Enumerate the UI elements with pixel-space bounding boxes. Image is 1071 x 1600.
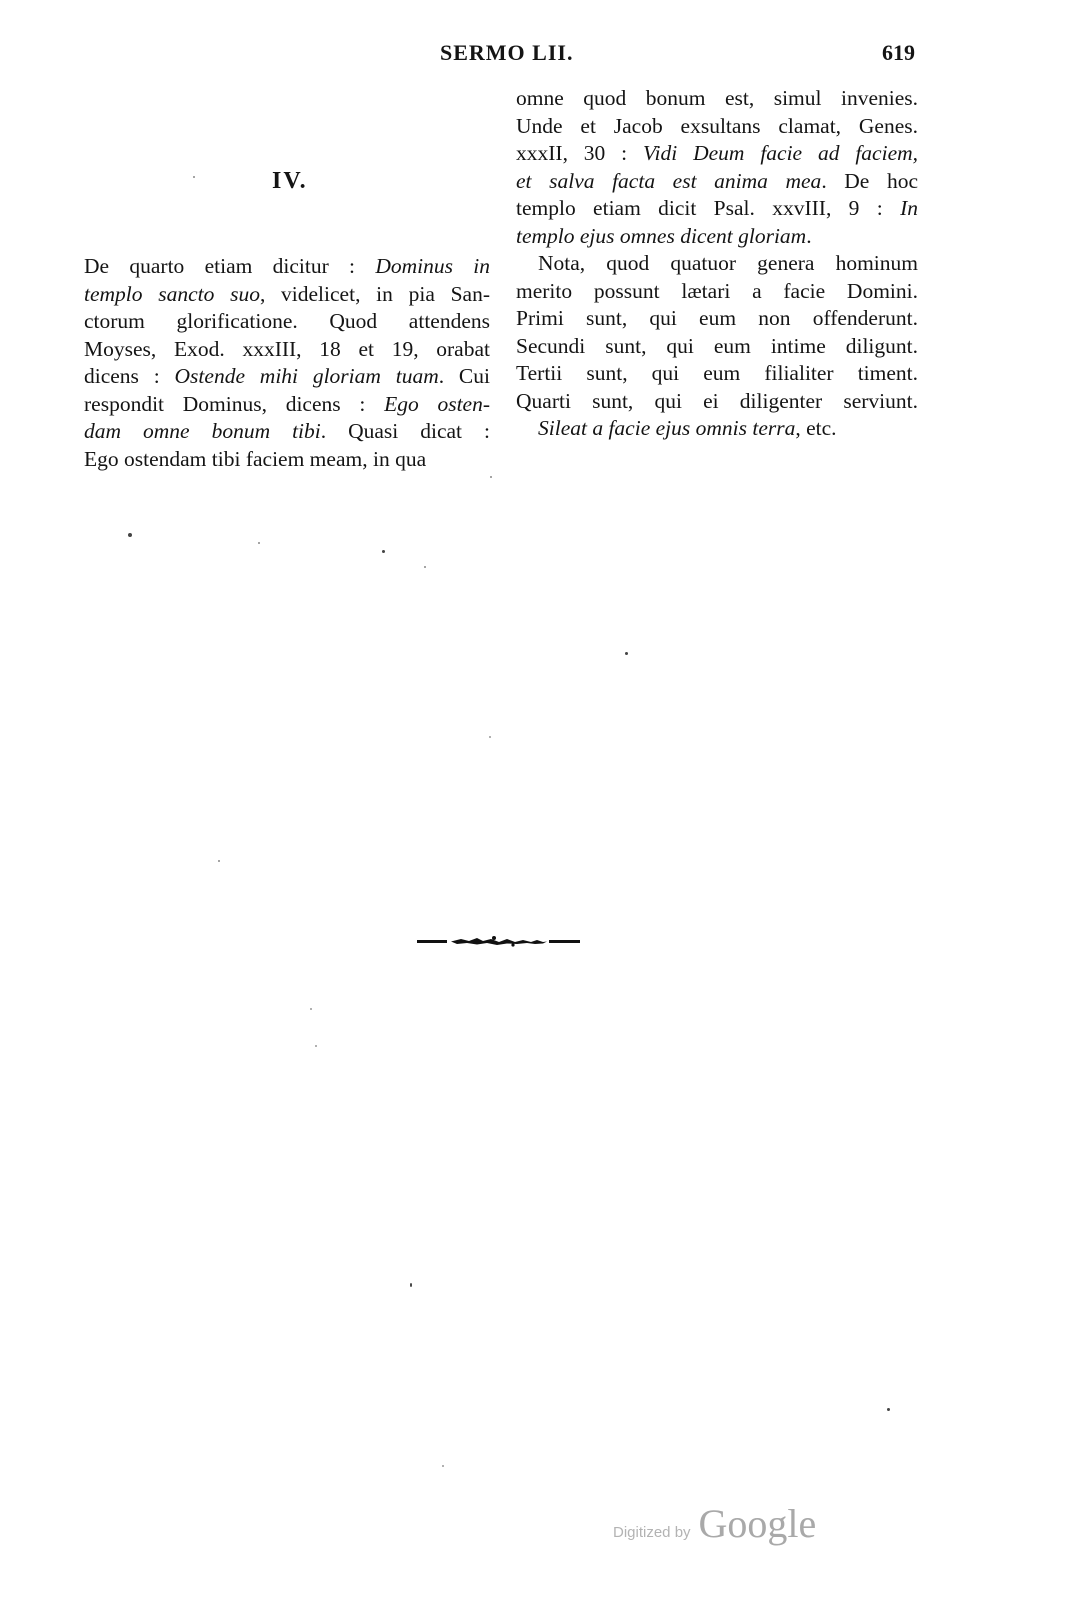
text-segment: Moyses, Exod. xxxIII, 18 et 19, orabat — [84, 336, 490, 361]
left-column-text — [84, 253, 490, 473]
speck — [310, 1008, 312, 1010]
text-line — [84, 281, 490, 309]
italic-quote: Vidi Deum facie ad faciem, — [643, 141, 919, 165]
text-line — [84, 446, 490, 474]
text-segment: , videlicet, in pia San- — [259, 281, 490, 306]
text-line — [516, 360, 918, 388]
text-segment: . — [806, 223, 812, 248]
text-segment: . Quasi dicat : — [320, 419, 490, 443]
text-segment: templo etiam dicit Psal. xxvIII, 9 : — [516, 196, 901, 220]
text-line — [84, 418, 490, 446]
text-line — [516, 195, 918, 223]
page-number: 619 — [882, 40, 915, 65]
text-segment: omne quod bonum est, simul invenies. — [516, 86, 918, 110]
text-segment: dicens : — [84, 364, 175, 388]
text-line — [516, 168, 918, 196]
italic-quote: In — [900, 196, 918, 220]
speck — [193, 176, 195, 178]
text-line — [84, 391, 490, 419]
italic-quote: templo sancto suo — [84, 281, 260, 306]
running-head: SERMO LII. — [440, 40, 574, 65]
speck — [887, 1408, 890, 1411]
text-line — [516, 223, 918, 251]
text-segment: Primi sunt, qui eum non offenderunt. — [516, 306, 918, 330]
text-segment: Quarti sunt, qui ei diligenter serviunt. — [516, 388, 918, 413]
speck — [442, 1465, 444, 1467]
text-segment: xxxII, 30 : — [516, 141, 644, 165]
italic-quote: Ostende mihi gloriam tuam — [174, 364, 439, 388]
text-segment: merito possunt lætari a facie Domini. — [516, 278, 918, 303]
speck — [382, 550, 385, 553]
text-line — [84, 336, 490, 364]
text-segment: Tertii sunt, qui eum filialiter timent. — [516, 361, 918, 385]
text-segment: Secundi sunt, qui eum intime diligunt. — [516, 333, 918, 358]
text-segment: Ego ostendam tibi faciem meam, in qua — [84, 446, 427, 471]
speck — [315, 1045, 317, 1047]
text-line — [516, 250, 918, 278]
italic-quote: Sileat a facie ejus omnis terra — [538, 416, 796, 440]
speck — [625, 652, 628, 655]
text-segment: De quarto etiam dicitur : — [84, 254, 376, 278]
italic-quote: Ego osten- — [384, 391, 490, 416]
text-segment: ctorum glorificatione. Quod attendens — [84, 309, 490, 333]
text-line — [84, 253, 490, 281]
italic-quote: dam omne bonum tibi — [84, 419, 321, 443]
italic-quote: et salva facta est anima mea — [516, 168, 822, 193]
italic-quote: Dominus in — [375, 254, 490, 278]
section-numeral: IV. — [272, 168, 308, 194]
right-column-text — [516, 85, 918, 443]
digitized-label: Digitized by — [613, 1524, 691, 1541]
speck — [489, 736, 491, 738]
text-segment: respondit Dominus, dicens : — [84, 391, 385, 416]
text-segment: Unde et Jacob exsultans clamat, Genes. — [516, 113, 918, 138]
google-wordmark: Google — [698, 1501, 817, 1546]
text-line — [84, 308, 490, 336]
speck — [424, 566, 426, 568]
text-segment: , etc. — [795, 416, 837, 440]
text-line — [516, 140, 918, 168]
text-line — [516, 388, 918, 416]
text-line — [516, 85, 918, 113]
text-line — [516, 415, 918, 443]
italic-quote: templo ejus omnes dicent gloriam — [516, 223, 807, 248]
digitized-by-watermark — [613, 1500, 816, 1547]
speck — [258, 542, 260, 544]
text-line — [516, 305, 918, 333]
end-ornament — [417, 934, 580, 950]
speck — [410, 1283, 412, 1287]
text-line — [516, 278, 918, 306]
speck — [128, 533, 132, 537]
text-line — [516, 113, 918, 141]
text-segment: . Cui — [438, 364, 490, 388]
text-segment: Nota, quod quatuor genera hominum — [538, 251, 918, 275]
text-line — [516, 333, 918, 361]
speck — [218, 860, 220, 862]
speck — [490, 476, 492, 478]
text-segment: . De hoc — [821, 168, 918, 193]
text-line — [84, 363, 490, 391]
